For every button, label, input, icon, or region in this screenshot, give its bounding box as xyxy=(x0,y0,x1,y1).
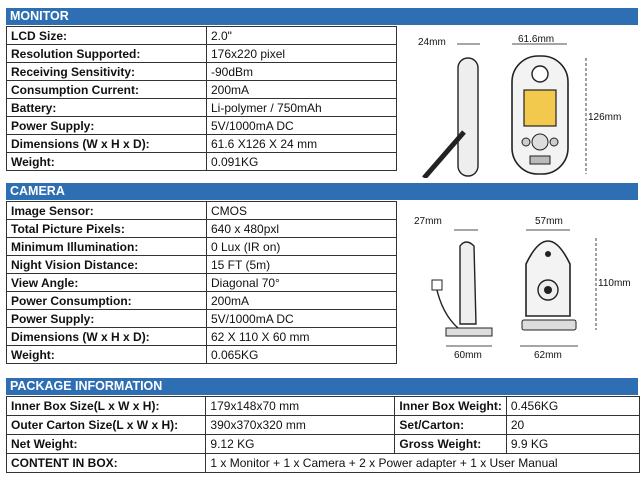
camera-base xyxy=(522,320,576,330)
table-row xyxy=(7,346,397,364)
camera-spec-table xyxy=(6,201,397,364)
spec-label: View Angle: xyxy=(7,274,207,292)
monitor-side-view xyxy=(458,58,478,176)
spec-label: Weight: xyxy=(7,346,207,364)
monitor-width-label: 61.6mm xyxy=(518,34,555,45)
monitor-spec-table xyxy=(6,26,397,171)
spec-value: 176x220 pixel xyxy=(207,45,397,63)
spec-value: 15 FT (5m) xyxy=(207,256,397,274)
table-row xyxy=(7,117,397,135)
net-weight-value: 9.12 KG xyxy=(206,435,395,454)
spec-label: Power Consumption: xyxy=(7,292,207,310)
spec-label: Night Vision Distance: xyxy=(7,256,207,274)
spec-label: Minimum Illumination: xyxy=(7,238,207,256)
table-row xyxy=(7,416,640,435)
gross-weight-label: Gross Weight: xyxy=(395,435,506,454)
spec-value: 200mA xyxy=(207,81,397,99)
package-table xyxy=(6,396,640,473)
table-row xyxy=(7,397,640,416)
inner-box-size-value: 179x148x70 mm xyxy=(206,397,395,416)
spec-value: 2.0" xyxy=(207,27,397,45)
camera-depth-bottom-label: 60mm xyxy=(454,350,482,361)
gross-weight-value: 9.9 KG xyxy=(506,435,639,454)
table-row xyxy=(7,153,397,171)
spec-label: LCD Size: xyxy=(7,27,207,45)
net-weight-label: Net Weight: xyxy=(7,435,206,454)
table-row xyxy=(7,202,397,220)
spec-value: 0 Lux (IR on) xyxy=(207,238,397,256)
spec-value: 0.091KG xyxy=(207,153,397,171)
table-row xyxy=(7,81,397,99)
spec-value: Li-polymer / 750mAh xyxy=(207,99,397,117)
monitor-screen xyxy=(524,90,556,126)
monitor-depth-label: 24mm xyxy=(418,37,446,48)
table-row xyxy=(7,238,397,256)
spec-value: 200mA xyxy=(207,292,397,310)
table-row xyxy=(7,45,397,63)
spec-label: Image Sensor: xyxy=(7,202,207,220)
camera-width-bottom-label: 62mm xyxy=(534,350,562,361)
table-row xyxy=(7,454,640,473)
table-row xyxy=(7,274,397,292)
spec-label: Consumption Current: xyxy=(7,81,207,99)
spec-value: CMOS xyxy=(207,202,397,220)
camera-section-header: CAMERA xyxy=(6,183,638,200)
table-row xyxy=(7,99,397,117)
inner-box-weight-value: 0.456KG xyxy=(506,397,639,416)
spec-value: 62 X 110 X 60 mm xyxy=(207,328,397,346)
camera-cable xyxy=(436,286,458,328)
camera-height-label: 110mm xyxy=(598,278,631,289)
table-row xyxy=(7,310,397,328)
spec-value: 640 x 480pxl xyxy=(207,220,397,238)
spec-label: Dimensions (W x H x D): xyxy=(7,135,207,153)
table-row xyxy=(7,27,397,45)
table-row xyxy=(7,135,397,153)
table-row xyxy=(7,435,640,454)
spec-value: 5V/1000mA DC xyxy=(207,310,397,328)
spec-label: Receiving Sensitivity: xyxy=(7,63,207,81)
spec-value: -90dBm xyxy=(207,63,397,81)
camera-diagram xyxy=(402,204,638,374)
spec-label: Dimensions (W x H x D): xyxy=(7,328,207,346)
spec-value: Diagonal 70° xyxy=(207,274,397,292)
content-value: 1 x Monitor + 1 x Camera + 2 x Power adapter + 1 x User Manual xyxy=(206,454,640,473)
camera-side-view xyxy=(460,242,476,324)
spec-label: Weight: xyxy=(7,153,207,171)
table-row xyxy=(7,63,397,81)
spec-value: 0.065KG xyxy=(207,346,397,364)
outer-carton-label: Outer Carton Size(L x W x H): xyxy=(7,416,206,435)
spec-label: Total Picture Pixels: xyxy=(7,220,207,238)
inner-box-weight-label: Inner Box Weight: xyxy=(395,397,506,416)
monitor-section-header: MONITOR xyxy=(6,8,638,25)
set-carton-label: Set/Carton: xyxy=(395,416,506,435)
spec-label: Power Supply: xyxy=(7,117,207,135)
set-carton-value: 20 xyxy=(506,416,639,435)
table-row xyxy=(7,292,397,310)
camera-width-top-label: 57mm xyxy=(535,216,563,227)
table-row xyxy=(7,328,397,346)
content-label: CONTENT IN BOX: xyxy=(7,454,206,473)
spec-value: 61.6 X126 X 24 mm xyxy=(207,135,397,153)
table-row xyxy=(7,256,397,274)
spec-label: Battery: xyxy=(7,99,207,117)
spec-label: Resolution Supported: xyxy=(7,45,207,63)
spec-label: Power Supply: xyxy=(7,310,207,328)
outer-carton-value: 390x370x320 mm xyxy=(206,416,395,435)
table-row xyxy=(7,220,397,238)
package-section-header: PACKAGE INFORMATION xyxy=(6,378,638,395)
monitor-height-label: 126mm xyxy=(588,112,622,123)
inner-box-size-label: Inner Box Size(L x W x H): xyxy=(7,397,206,416)
spec-value: 5V/1000mA DC xyxy=(207,117,397,135)
monitor-diagram xyxy=(402,28,638,178)
camera-depth-top-label: 27mm xyxy=(414,216,442,227)
